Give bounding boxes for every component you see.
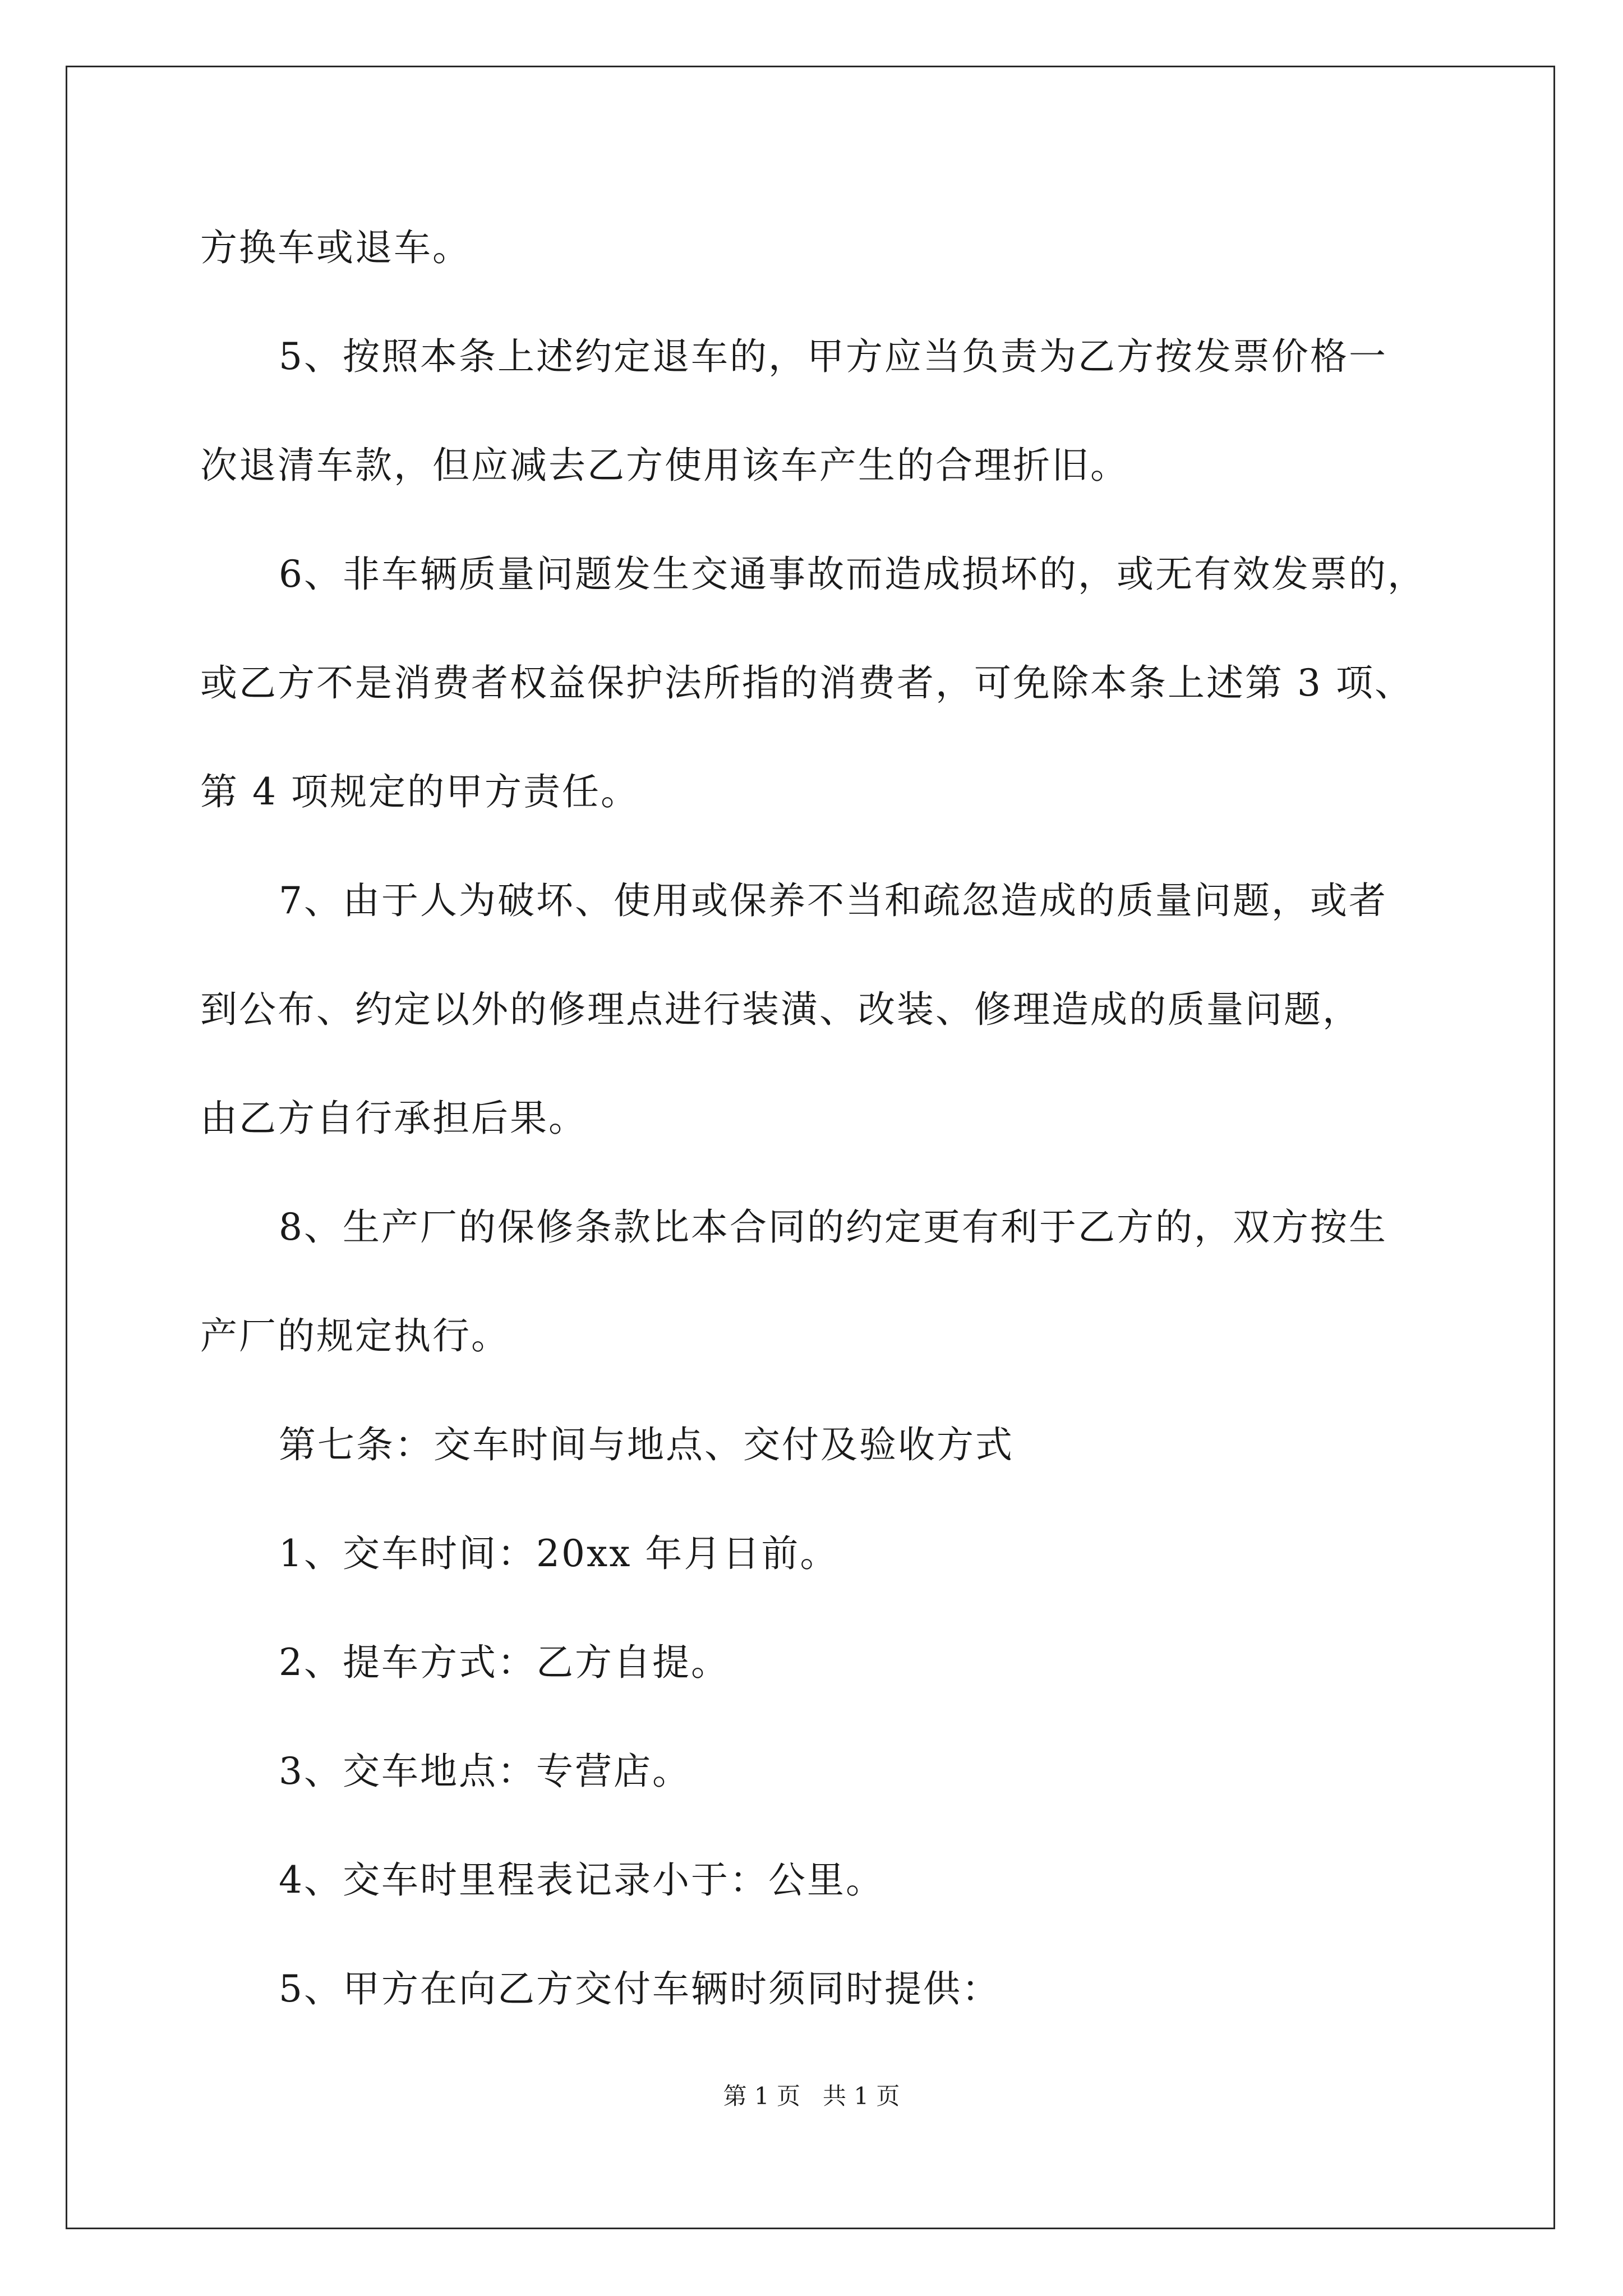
text-line: 由乙方自行承担后果。 [200, 1097, 587, 1140]
text-line: 1、交车时间：20xx 年月日前。 [279, 1532, 839, 1575]
text-line: 8、生产厂的保修条款比本合同的约定更有利于乙方的，双方按生 [279, 1205, 1387, 1249]
text-line: 第 4 项规定的甲方责任。 [200, 770, 639, 813]
text-line: 4、交车时里程表记录小于：公里。 [279, 1858, 884, 1902]
text-line: 或乙方不是消费者权益保护法所指的消费者，可免除本条上述第 3 项、 [200, 661, 1413, 705]
section-heading: 第七条：交车时间与地点、交付及验收方式 [279, 1423, 1014, 1466]
page-border [66, 66, 1555, 2229]
text-line: 方换车或退车。 [200, 226, 471, 269]
text-line: 次退清车款，但应减去乙方使用该车产生的合理折旧。 [200, 444, 1129, 487]
text-line: 6、非车辆质量问题发生交通事故而造成损坏的，或无有效发票的， [279, 553, 1426, 596]
text-line: 2、提车方式：乙方自提。 [279, 1641, 730, 1684]
text-line: 3、交车地点：专营店。 [279, 1750, 691, 1793]
text-line: 5、按照本条上述约定退车的，甲方应当负责为乙方按发票价格一 [279, 335, 1387, 378]
text-line: 到公布、约定以外的修理点进行装潢、改装、修理造成的质量问题， [200, 988, 1361, 1031]
page-number-current: 第 1 页 [723, 2082, 800, 2110]
text-line: 5、甲方在向乙方交付车辆时须同时提供： [279, 1967, 1000, 2010]
text-line: 产厂的规定执行。 [200, 1314, 510, 1358]
page-number-total: 共 1 页 [823, 2082, 900, 2110]
page-footer [0, 2082, 1623, 2110]
text-line: 7、由于人为破坏、使用或保养不当和疏忽造成的质量问题，或者 [279, 879, 1387, 922]
